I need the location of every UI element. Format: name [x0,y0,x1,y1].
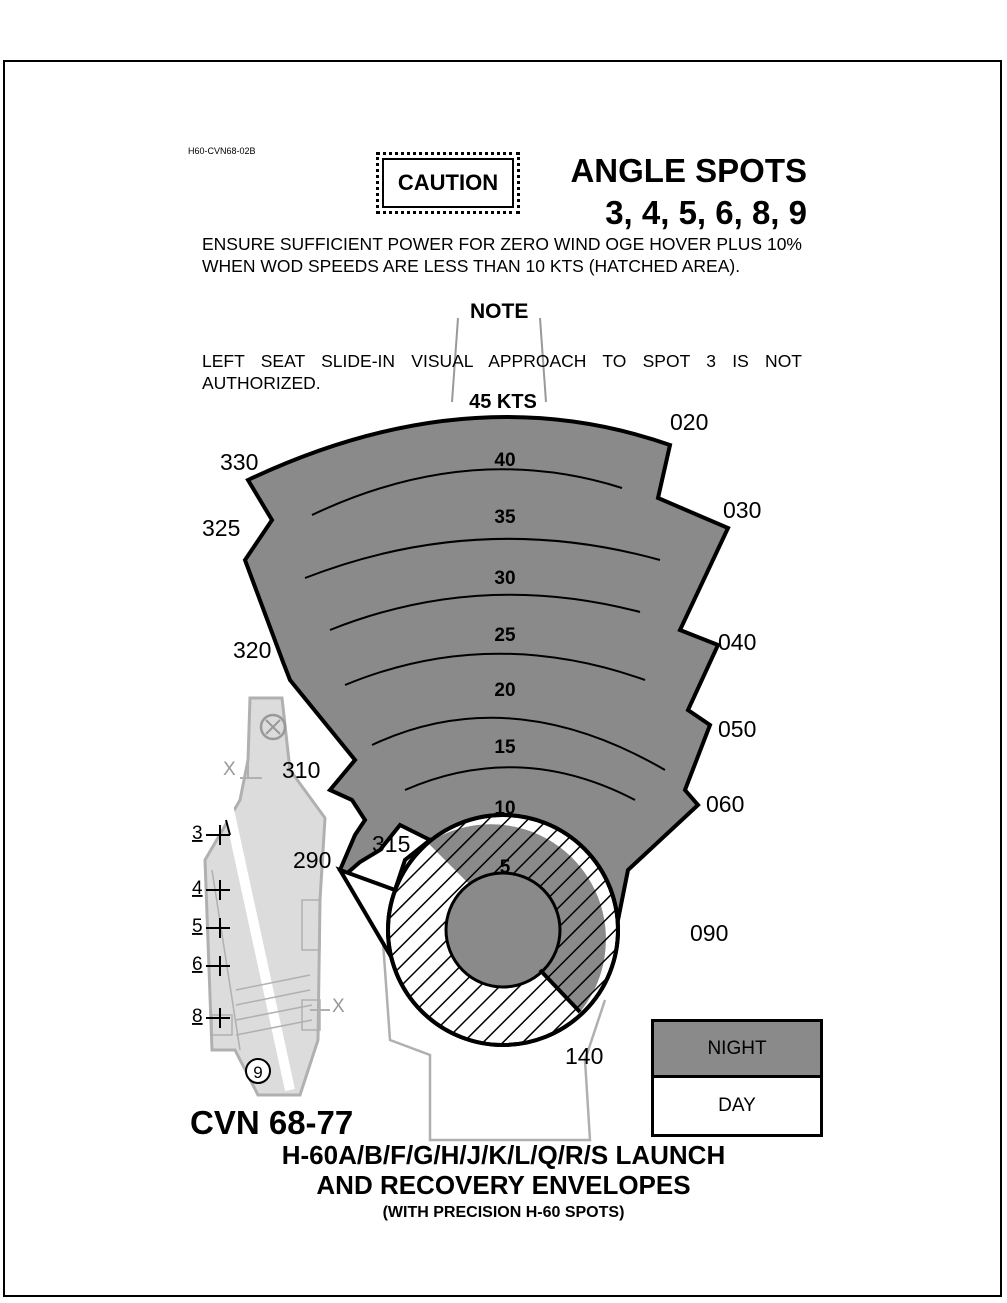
bearing-290: 290 [293,847,332,873]
speed-label-35: 35 [494,507,516,528]
spot-label-3: 3 [192,823,203,844]
note-heading: NOTE [470,300,529,323]
ship-name: CVN 68-77 [190,1104,354,1141]
bearing-040: 040 [718,629,757,655]
carrier-deck-outline [205,698,345,1095]
bearing-325: 325 [202,515,241,541]
subtitle-line3: (WITH PRECISION H-60 SPOTS) [382,1204,625,1221]
bearing-020: 020 [670,409,709,435]
spot-label-8: 8 [192,1006,203,1027]
title-spot-numbers: 3, 4, 5, 6, 8, 9 [605,194,807,231]
speed-label-20: 20 [494,680,516,701]
legend-night-label: NIGHT [707,1037,767,1059]
speed-label-30: 30 [494,568,516,589]
legend-day-label: DAY [718,1095,756,1116]
bearing-330: 330 [220,449,259,475]
spot-label-4: 4 [192,878,203,899]
ship-mark-x-1: X [223,759,236,780]
bearing-140: 140 [565,1043,604,1069]
document-id: H60-CVN68-02B [188,146,256,156]
speed-label-5: 5 [499,857,511,878]
title-angle-spots: ANGLE SPOTS [570,152,807,189]
speed-label-10: 10 [494,798,516,819]
bearing-315: 315 [372,831,411,857]
speed-label-25: 25 [494,625,516,646]
legend-night [654,1022,820,1078]
speed-label-40: 40 [494,450,516,471]
bearing-050: 050 [718,716,757,742]
subtitle-line2: AND RECOVERY ENVELOPES [316,1170,691,1200]
spot-label-6: 6 [192,954,203,975]
inner-5kt-circle [446,873,560,987]
legend-day [654,1078,820,1134]
bearing-320: 320 [233,637,272,663]
bearing-310: 310 [282,757,321,783]
caution-text: ENSURE SUFFICIENT POWER FOR ZERO WIND OGE HOVER PLUS 10% WHEN WOD SPEEDS ARE LESS THAN 10 KTS (HATCHED AREA). [202,234,802,276]
speed-label-45: 45 KTS [469,391,537,413]
bearing-090: 090 [690,920,729,946]
spot-label-9: 9 [253,1063,263,1082]
bearing-060: 060 [706,791,745,817]
speed-label-15: 15 [494,737,516,758]
ship-mark-x-2: X [332,996,345,1017]
note-text: LEFT SEAT SLIDE-IN VISUAL APPROACH TO SPOT 3 IS NOT AUTHORIZED. [202,351,802,393]
bearing-030: 030 [723,497,762,523]
legend [651,1019,823,1137]
subtitle-line1: H-60A/B/F/G/H/J/K/L/Q/R/S LAUNCH [281,1140,726,1170]
spot-label-5: 5 [192,916,203,937]
caution-label: CAUTION [397,170,499,195]
